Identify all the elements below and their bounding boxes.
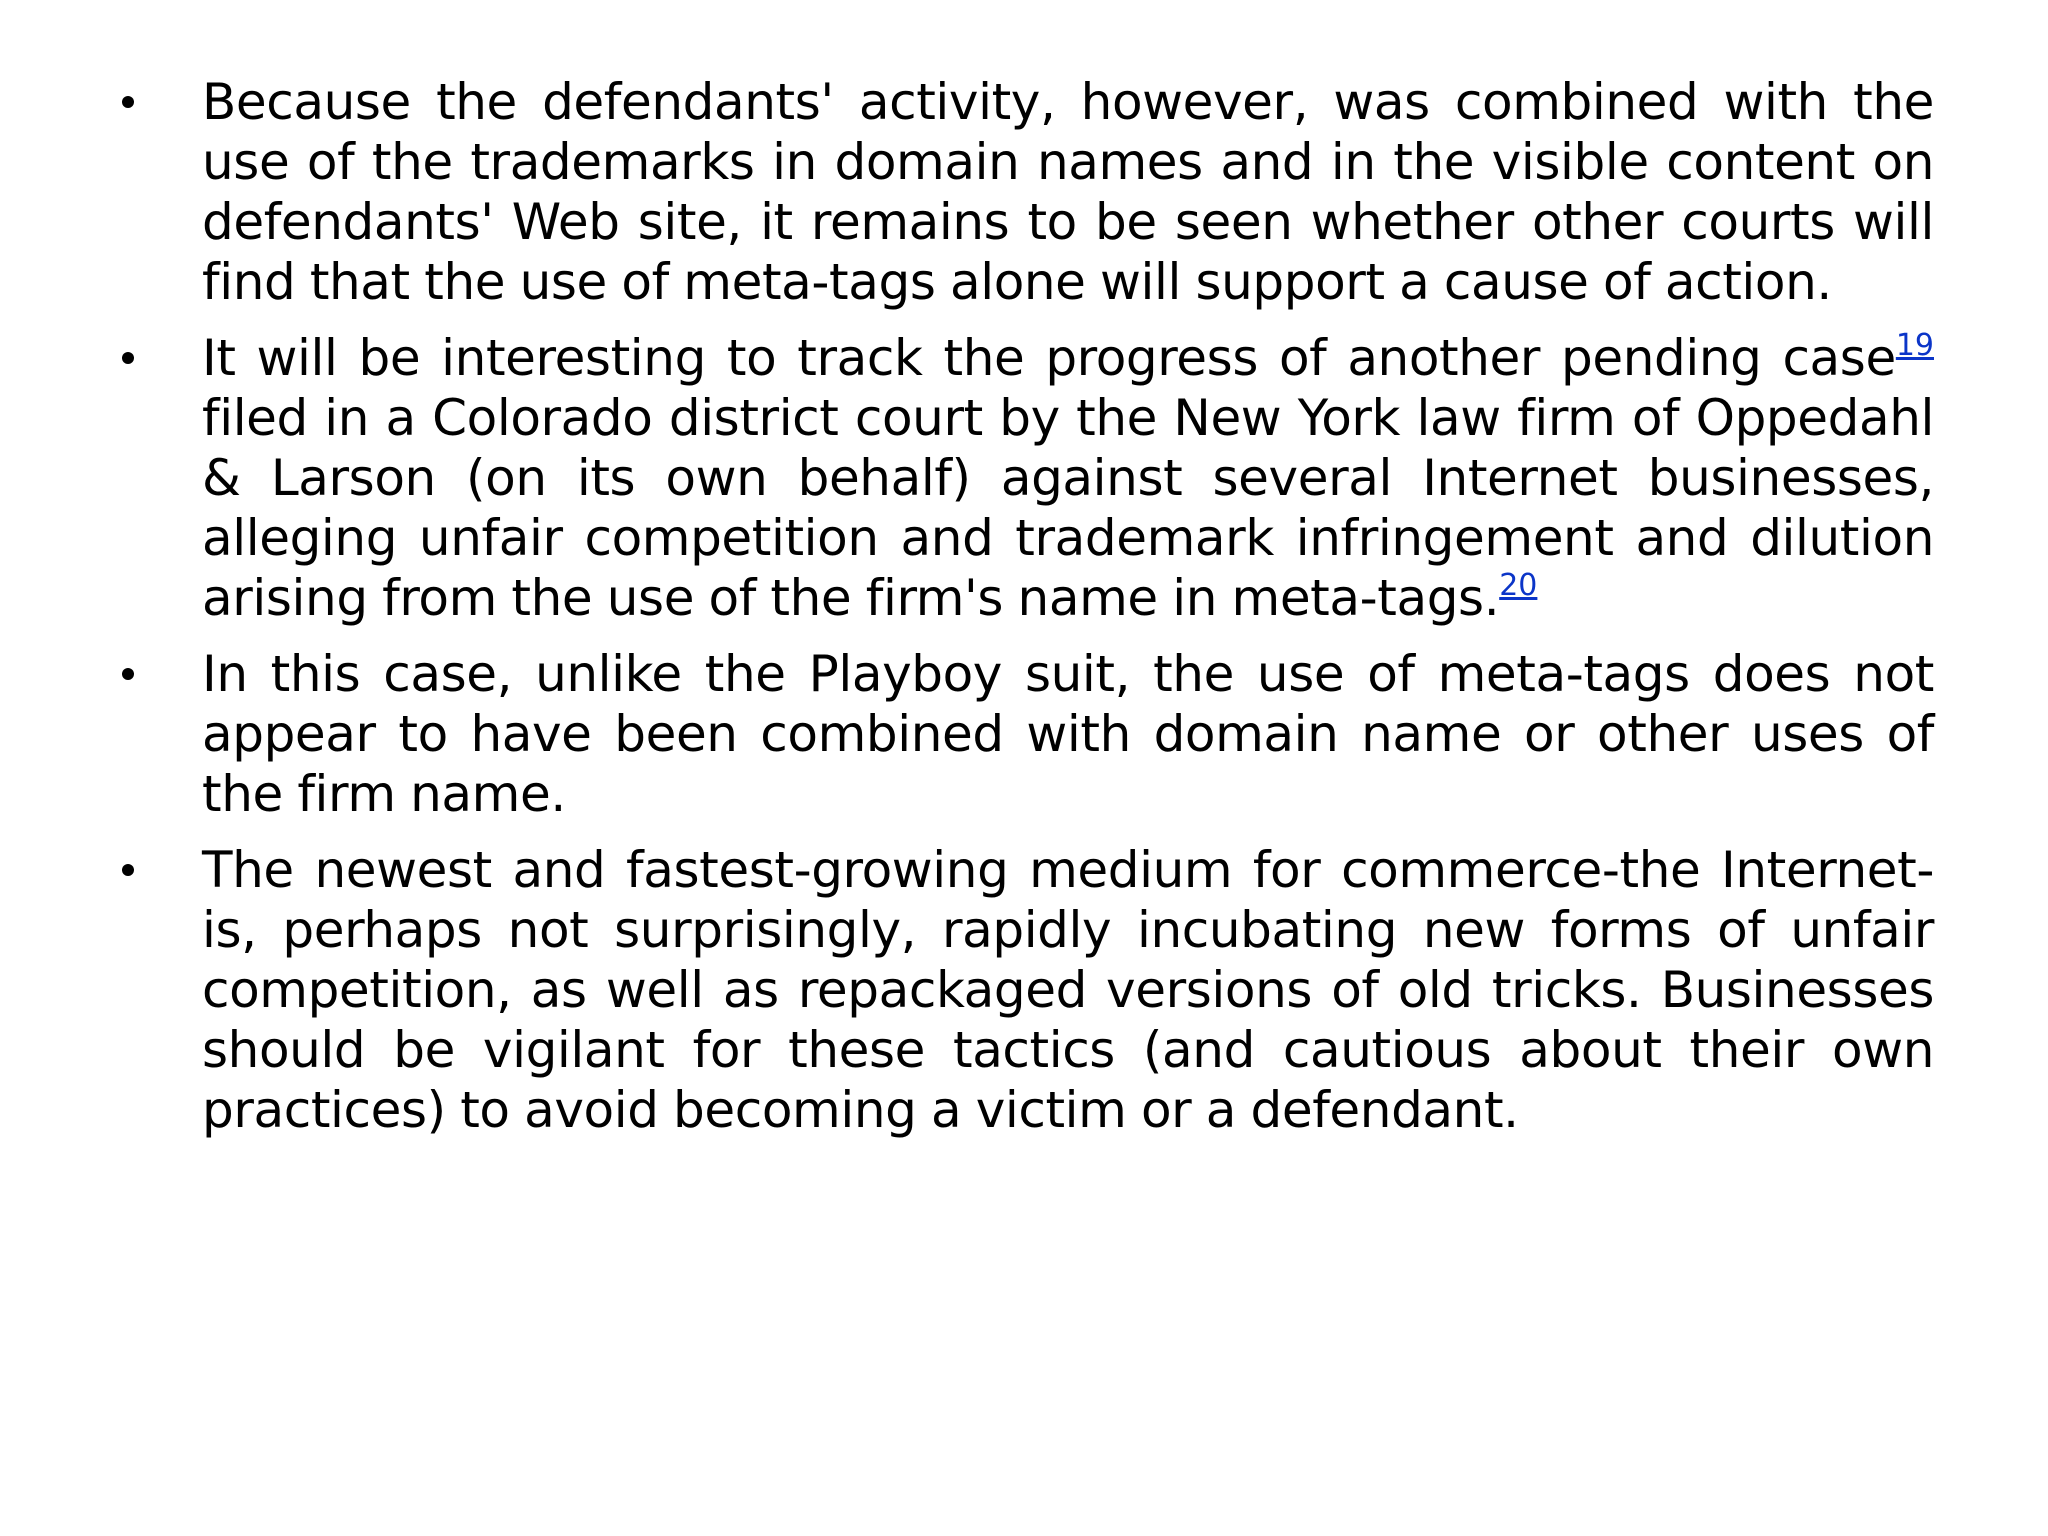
bullet-text: Because the defendants' activity, however, was combined with the use of the trademarks in domain names and in the visible content on defendants' Web site, it remains to be seen whether other courts will find that the use of meta-tags alone will support a cause of action. (202, 73, 1934, 311)
bullet-icon (122, 644, 162, 704)
bullet-item-4 (112, 840, 1934, 1140)
bullet-text: In this case, unlike the Playboy suit, the use of meta-tags does not appear to have been combined with domain name or other uses of the firm name. (202, 645, 1934, 823)
bullet-list (112, 72, 1934, 1156)
bullet-icon (122, 328, 162, 388)
bullet-item-3 (112, 644, 1934, 824)
bullet-item-1 (112, 72, 1934, 312)
footnote-link-19[interactable]: 19 (1895, 328, 1934, 363)
bullet-item-2 (112, 328, 1934, 628)
bullet-text-start: It will be interesting to track the progress of another pending case (202, 329, 1896, 387)
bullet-icon (122, 72, 162, 132)
bullet-icon (122, 840, 162, 900)
bullet-text: The newest and fastest-growing medium for commerce-the Internet-is, perhaps not surprisingly, rapidly incubating new forms of unfair competition, as well as repackaged versions of old tricks. Businesses should be vigilant for these tactics (and cautious about their own practices) to avoid becoming a victim or a defendant. (202, 841, 1934, 1139)
bullet-text-continuation: filed in a Colorado district court by the New York law firm of Oppedahl & Larson (on its own behalf) against several Internet businesses, alleging unfair competition and trademark infringement and dilution arising from the use of the firm's name in meta-tags. (202, 389, 1934, 627)
footnote-link-20[interactable]: 20 (1499, 568, 1538, 603)
